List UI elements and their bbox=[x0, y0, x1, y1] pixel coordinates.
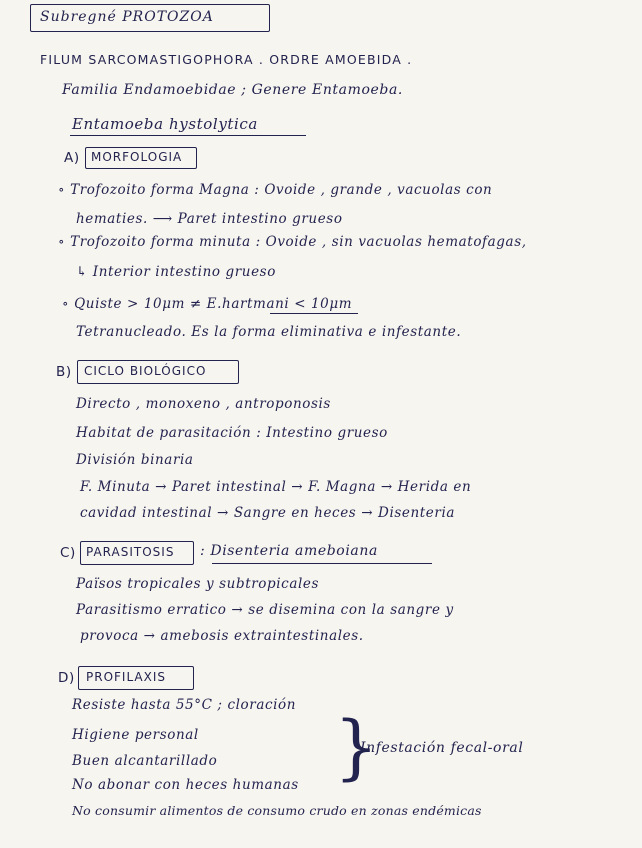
section-b-item: Habitat de parasitación : Intestino grueso bbox=[76, 425, 388, 441]
section-c-item: provoca → amebosis extraintestinales. bbox=[80, 628, 364, 644]
section-a-item: hematies. ⟶ Paret intestino grueso bbox=[76, 211, 343, 227]
section-b-item: F. Minuta → Paret intestinal → F. Magna → Herida en bbox=[80, 479, 472, 495]
section-b-item: División binaria bbox=[76, 452, 194, 468]
species-underline bbox=[70, 135, 306, 136]
section-d-item: No consumir alimentos de consumo crudo en zonas endémicas bbox=[72, 803, 482, 818]
section-d-title: PROFILAXIS bbox=[86, 670, 167, 684]
section-b-item: cavidad intestinal → Sangre en heces → Disenteria bbox=[80, 505, 456, 521]
section-b-title: CICLO BIOLÓGICO bbox=[84, 364, 207, 378]
brace-icon: } bbox=[334, 706, 379, 788]
section-d-brace-note: Infestación fecal-oral bbox=[360, 740, 524, 756]
section-a-label: A) bbox=[64, 150, 80, 166]
section-a-item: ∘ Quiste > 10μm ≠ E.hartmani < 10μm bbox=[62, 296, 353, 312]
section-c-item: Parasitismo erratico → se disemina con la sangre y bbox=[76, 602, 454, 618]
species-name: Entamoeba hystolytica bbox=[72, 115, 258, 133]
section-d-item: No abonar con heces humanas bbox=[72, 777, 299, 793]
hartmani-underline bbox=[270, 313, 358, 314]
section-d-label: D) bbox=[58, 670, 75, 686]
section-a-item: ↳ Interior intestino grueso bbox=[76, 264, 276, 280]
page-title: Subregné PROTOZOA bbox=[40, 9, 214, 25]
section-d-item: Resiste hasta 55°C ; cloración bbox=[72, 697, 297, 713]
taxonomy-line-1: FILUM SARCOMASTIGOPHORA . ORDRE AMOEBIDA . bbox=[40, 52, 413, 67]
section-c-subtitle-underline bbox=[212, 563, 432, 564]
section-b-item: Directo , monoxeno , antroponosis bbox=[76, 396, 331, 412]
section-a-item: ∘ Trofozoito forma minuta : Ovoide , sin vacuolas hematofagas, bbox=[58, 234, 527, 250]
section-a-item: ∘ Trofozoito forma Magna : Ovoide , grande , vacuolas con bbox=[58, 182, 493, 198]
section-d-item: Buen alcantarillado bbox=[72, 753, 218, 769]
section-a-title: MORFOLOGIA bbox=[91, 150, 183, 164]
taxonomy-line-2: Familia Endamoebidae ; Genere Entamoeba. bbox=[62, 82, 403, 98]
section-d-item: Higiene personal bbox=[72, 727, 199, 743]
section-c-title: PARASITOSIS bbox=[86, 545, 175, 559]
section-a-item: Tetranucleado. Es la forma eliminativa e infestante. bbox=[76, 324, 462, 340]
section-c-subtitle: : Disenteria ameboiana bbox=[200, 543, 378, 559]
section-b-label: B) bbox=[56, 364, 72, 380]
section-c-label: C) bbox=[60, 545, 76, 561]
section-c-item: Països tropicales y subtropicales bbox=[76, 576, 320, 592]
